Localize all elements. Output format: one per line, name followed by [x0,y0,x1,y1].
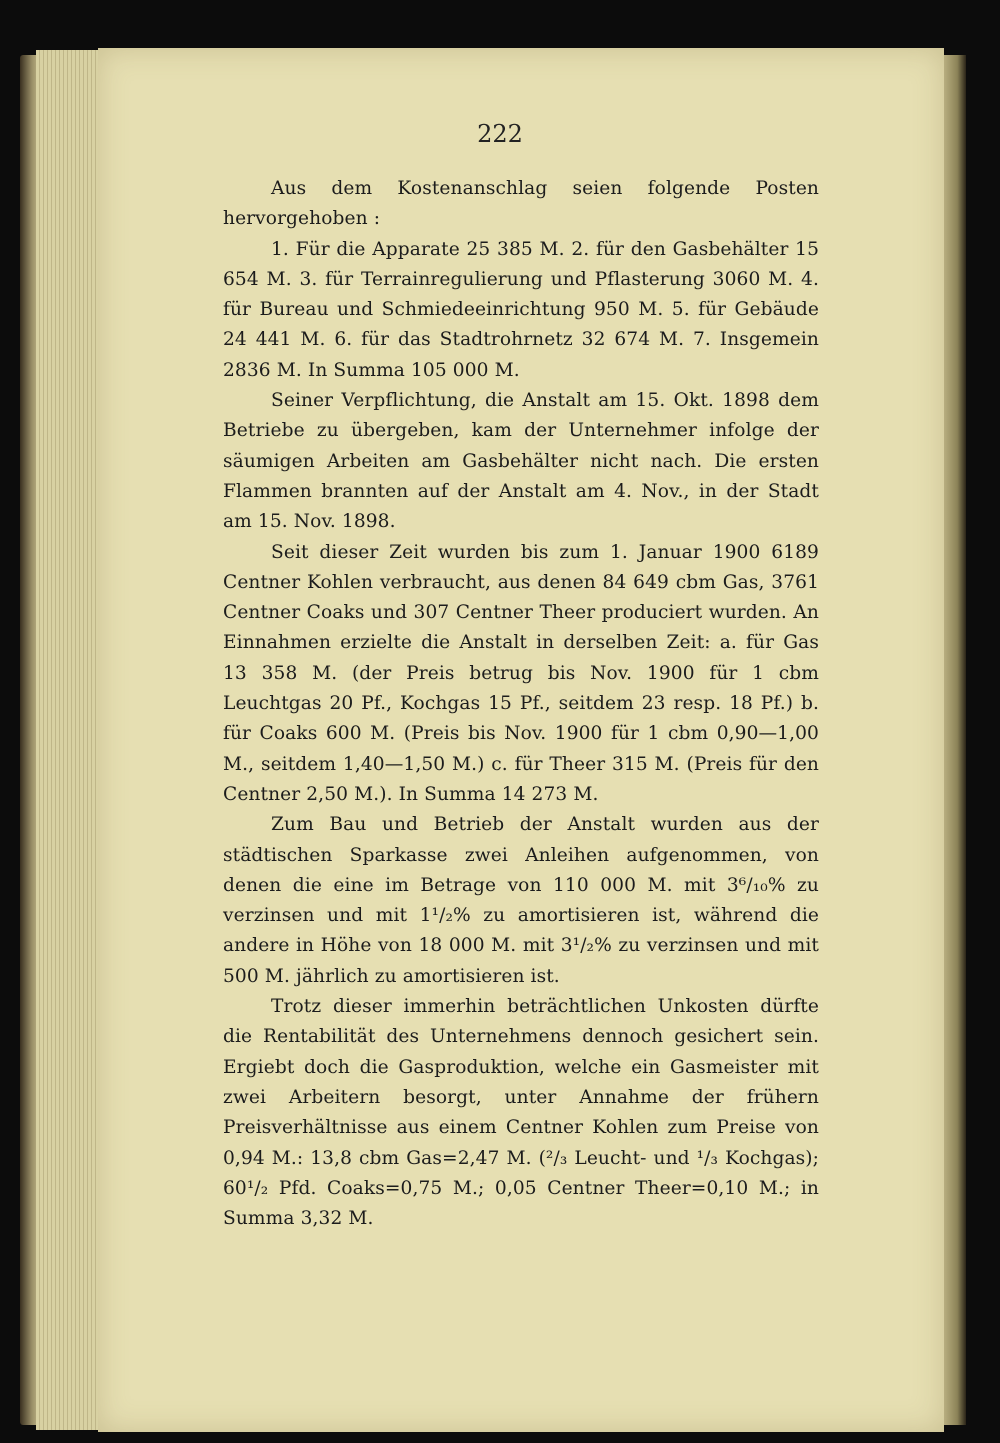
page-number: 222 [477,120,523,148]
paragraph-loans: Zum Bau und Betrieb der Anstalt wurden aus der städtischen Sparkasse zwei Anleihen aufgenommen, von denen die eine im Betrage von 110 000 M. mit 3⁶/₁₀% zu verzinsen und mit 1¹/₂% zu amortisieren ist, während die andere in Höhe von 18 000 M. mit 3¹/₂% zu verzinsen und mit 500 M. jährlich zu amortisieren ist. [223,814,819,987]
paragraph-cost-items: 1. Für die Apparate 25 385 M. 2. für den Gasbehälter 15 654 M. 3. für Terrainregulierung und Pflasterung 3060 M. 4. für Bureau und Schmiedeeinrichtung 950 M. 5. für Gebäude 24 441 M. 6. für das Stadtrohrnetz 32 674 M. 7. Insgemein 2836 M. In Summa 105 000 M. [223,238,819,381]
page-text [223,174,819,1234]
page-gutter-edge [944,55,966,1425]
paragraph-cost-estimate-intro: Aus dem Kostenanschlag seien folgende Posten hervorgehoben : [223,178,819,230]
paragraph-production-income: Seit dieser Zeit wurden bis zum 1. Januar 1900 6189 Centner Kohlen verbraucht, aus denen 84 649 cbm Gas, 3761 Centner Coaks und 307 Centner Theer produciert wurden. An Einnahmen erzielte die Anstalt in derselben Zeit: a. für Gas 13 358 M. (der Preis betrug bis Nov. 1900 für 1 cbm Leuchtgas 20 Pf., Kochgas 15 Pf., seitdem 23 resp. 18 Pf.) b. für Coaks 600 M. (Preis bis Nov. 1900 für 1 cbm 0,90—1,00 M., seitdem 1,40—1,50 M.) c. für Theer 315 M. (Preis für den Centner 2,50 M.). In Summa 14 273 M. [223,541,819,805]
paragraph-rentability: Trotz dieser immerhin beträchtlichen Unkosten dürfte die Rentabilität des Unternehmens dennoch gesichert sein. Ergiebt doch die Gasproduktion, welche ein Gasmeister mit zwei Arbeitern besorgt, unter Annahme der frühern Preisverhältnisse aus einem Centner Kohlen zum Preise von 0,94 M.: 13,8 cbm Gas=2,47 M. (²/₃ Leucht- und ¹/₃ Kochgas); 60¹/₂ Pfd. Coaks=0,75 M.; 0,05 Centner Theer=0,10 M.; in Summa 3,32 M. [223,996,819,1230]
paragraph-opening: Seiner Verpflichtung, die Anstalt am 15. Okt. 1898 dem Betriebe zu übergeben, kam der Unternehmer infolge der säumigen Arbeiten am Gasbehälter nicht nach. Die ersten Flammen brannten auf der Anstalt am 4. Nov., in der Stadt am 15. Nov. 1898. [223,390,819,533]
page-stack-edges [36,50,102,1430]
